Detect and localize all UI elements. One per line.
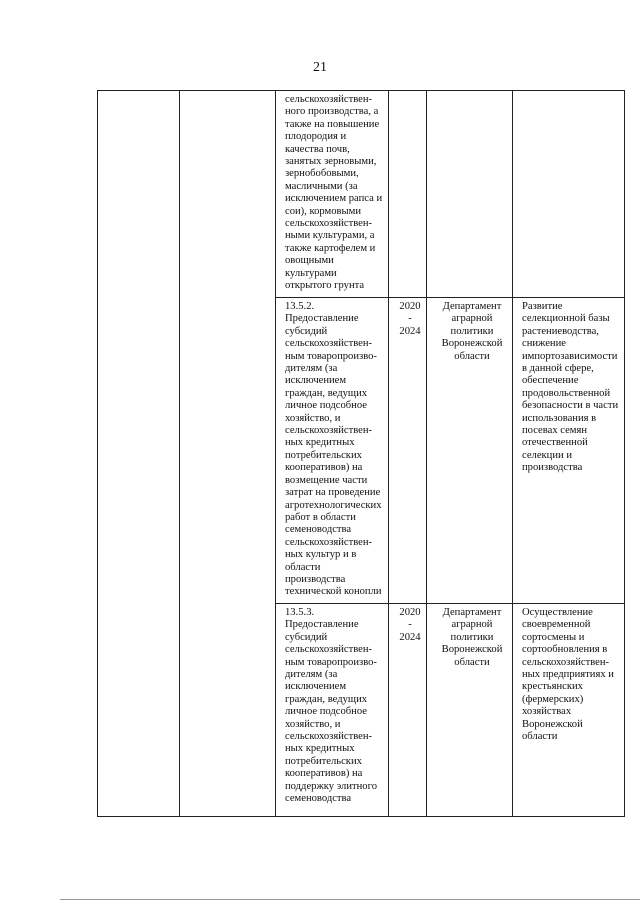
page-number: 21 [313, 60, 327, 75]
program-title-cell [180, 91, 276, 817]
responsible-cell [427, 91, 513, 298]
period-cell: 2020 - 2024 [389, 298, 427, 604]
event-cell: сельскохозяйствен- ного производства, а также на повышение плодородия и качества почв, занятых зерновыми, зернобобовыми, масличными (за исключением рапса и сои), кормовыми сельскохозяйствен- ными культурами, а также картофелем и овощными культурами открытого грунта [276, 91, 389, 298]
period-cell: 2020 - 2024 [389, 604, 427, 817]
table-row [98, 91, 625, 298]
responsible-cell: Департамент аграрной политики Воронежской области [427, 298, 513, 604]
result-cell: Развитие селекционной базы растениеводства, снижение импортозависимости в данной сфере, обеспечение продовольственной безопасности в части использования в посевах семян отечественной селекции и производства [513, 298, 625, 604]
program-events-table [97, 90, 625, 817]
result-cell [513, 91, 625, 298]
responsible-cell: Департамент аграрной политики Воронежской области [427, 604, 513, 817]
result-cell: Осуществление своевременной сортосмены и сортообновления в сельскохозяйствен- ных предприятиях и крестьянских (фермерских) хозяйствах Воронежской области [513, 604, 625, 817]
program-number-cell [98, 91, 180, 817]
event-cell: 13.5.2. Предоставление субсидий сельскохозяйствен- ным товаропроизво- дителям (за исключением граждан, ведущих личное подсобное хозяйство, и сельскохозяйствен- ных кредитных потребительских кооперативов) на возмещение части затрат на проведение агротехнологических работ в области семеноводства сельскохозяйствен- ных культур и в области производства технической конопли [276, 298, 389, 604]
period-cell [389, 91, 427, 298]
page-bottom-edge [60, 899, 640, 900]
event-cell: 13.5.3. Предоставление субсидий сельскохозяйствен- ным товаропроизво- дителям (за исключением граждан, ведущих личное подсобное хозяйство, и сельскохозяйствен- ных кредитных потребительских кооперативов) на поддержку элитного семеноводства [276, 604, 389, 817]
